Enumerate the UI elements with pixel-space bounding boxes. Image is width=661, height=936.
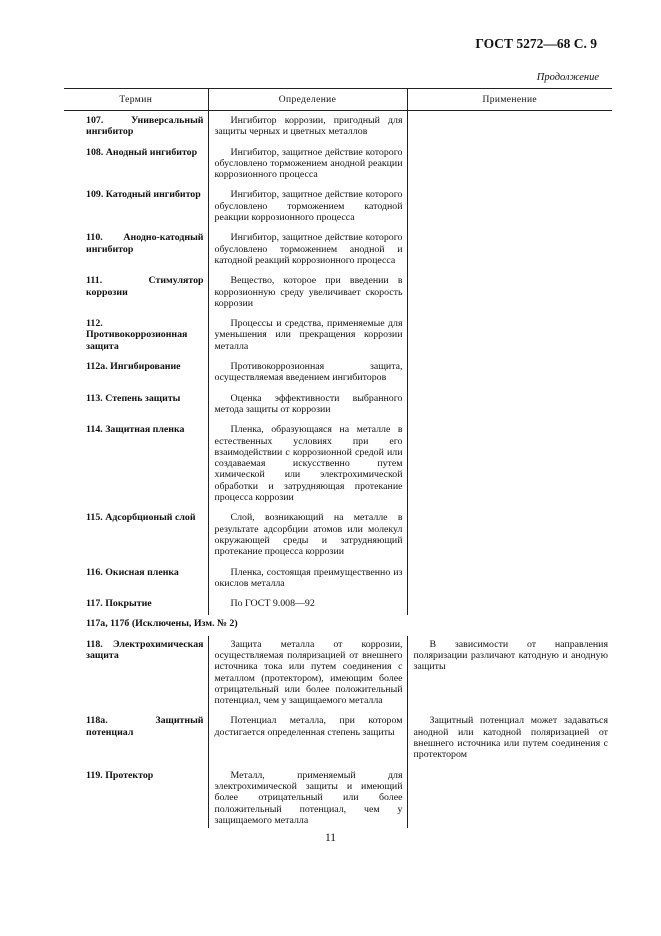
term-cell: 113. Степень защиты — [86, 392, 181, 404]
definition-cell: Ингибитор, защитное действие которого обусловлено торможением анодной реакции коррозионного процесса — [208, 144, 407, 187]
application-cell — [407, 144, 612, 187]
table-row — [64, 636, 612, 713]
continuation-label: Продолжение — [536, 72, 599, 83]
table-row — [64, 186, 612, 229]
term-cell: 112а. Ингибирование — [86, 361, 181, 373]
application-cell: Защитный потенциал может задаваться анодной или катодной поляризацией от внешнего источника или путем соединения с протектором — [407, 712, 612, 766]
application-cell — [407, 272, 612, 315]
application-cell: В зависимости от направления поляризации различают катодную и анодную защиты — [407, 636, 612, 713]
application-cell — [407, 595, 612, 615]
application-cell — [407, 767, 612, 828]
definition-cell: Вещество, которое при введении в коррозионную среду увеличивает скорость коррозии — [208, 272, 407, 315]
term-cell: 110. Анодно-катодный ингибитор — [86, 232, 204, 255]
application-cell — [407, 111, 612, 144]
definition-cell: Ингибитор, защитное действие которого обусловлено торможением анодной и катодной реакций коррозионного процесса — [208, 229, 407, 272]
definition-cell: Ингибитор, защитное действие которого обусловлено торможением катодной реакции коррозионного процесса — [208, 186, 407, 229]
application-cell — [407, 390, 612, 422]
terms-table — [64, 88, 612, 828]
table-row — [64, 144, 612, 187]
excluded-note-row — [64, 615, 612, 635]
table-header-row — [64, 89, 612, 111]
table-row — [64, 564, 612, 596]
definition-cell: По ГОСТ 9.008—92 — [208, 595, 407, 615]
term-cell: 115. Адсорбционый слой — [86, 512, 196, 524]
definition-cell: Противокоррозионная защита, осуществляемая введением ингибиторов — [208, 358, 407, 390]
term-cell: 107. Универсальный ингибитор — [86, 115, 204, 138]
term-cell: 118а. Защитный потенциал — [86, 715, 204, 738]
definition-cell: Ингибитор коррозии, пригодный для защиты черных и цветных металлов — [208, 111, 407, 144]
page-number: 11 — [324, 832, 337, 844]
term-cell: 116. Окисная пленка — [86, 566, 179, 578]
definition-cell: Потенциал металла, при котором достигается определенная степень защиты — [208, 712, 407, 766]
table-row — [64, 767, 612, 828]
table-row — [64, 229, 612, 272]
column-header-term: Термин — [64, 89, 208, 111]
definition-cell: Защита металла от коррозии, осуществляемая поляризацией от внешнего источника тока или путем соединения с металлом (протектором), имеющим более отрицательный или более положительный потенциал, чем у защищаемого металла — [208, 636, 407, 713]
term-cell: 111. Стимулятор коррозии — [86, 275, 204, 298]
term-cell: 109. Катодный ингибитор — [86, 189, 201, 201]
table-row — [64, 421, 612, 509]
application-cell — [407, 229, 612, 272]
application-cell — [407, 421, 612, 509]
table-row — [64, 509, 612, 563]
application-cell — [407, 358, 612, 390]
definition-cell: Процессы и средства, применяемые для уменьшения или прекращения коррозии металла — [208, 315, 407, 358]
term-cell: 117. Покрытие — [86, 598, 152, 610]
table-row — [64, 272, 612, 315]
excluded-note: 117а, 117б (Исключены, Изм. № 2) — [86, 618, 238, 630]
column-header-application: Применение — [407, 89, 612, 111]
table-row — [64, 315, 612, 358]
application-cell — [407, 315, 612, 358]
table-row — [64, 390, 612, 422]
page-header: ГОСТ 5272—68 С. 9 — [475, 36, 597, 51]
term-cell: 114. Защитная пленка — [86, 424, 185, 436]
term-cell: 118. Электрохимическая защита — [86, 638, 204, 661]
application-cell — [407, 564, 612, 596]
column-header-definition: Определение — [208, 89, 407, 111]
term-cell: 119. Протектор — [86, 769, 154, 781]
table-row — [64, 712, 612, 766]
table-row — [64, 358, 612, 390]
table-row — [64, 595, 612, 615]
definition-cell: Металл, применяемый для электрохимической защиты и имеющий более отрицательный или более положительный потенциал, чем у защищаемого металла — [208, 767, 407, 828]
definition-cell: Слой, возникающий на металле в результате адсорбции атомов или молекул окружающей среды и затрудняющий протекание процесса коррозии — [208, 509, 407, 563]
definition-cell: Пленка, образующаяся на металле в естественных условиях при его взаимодействии с коррозионной средой или создаваемая искусственно путем химической или электрохимической обработки и затрудняющая протекание процесса коррозии — [208, 421, 407, 509]
application-cell — [407, 186, 612, 229]
application-cell — [407, 509, 612, 563]
term-cell: 112. Противокоррозионная защита — [86, 318, 188, 352]
definition-cell: Оценка эффективности выбранного метода защиты от коррозии — [208, 390, 407, 422]
term-cell: 108. Анодный ингибитор — [86, 146, 198, 158]
table-row — [64, 111, 612, 144]
definition-cell: Пленка, состоящая преимущественно из окислов металла — [208, 564, 407, 596]
